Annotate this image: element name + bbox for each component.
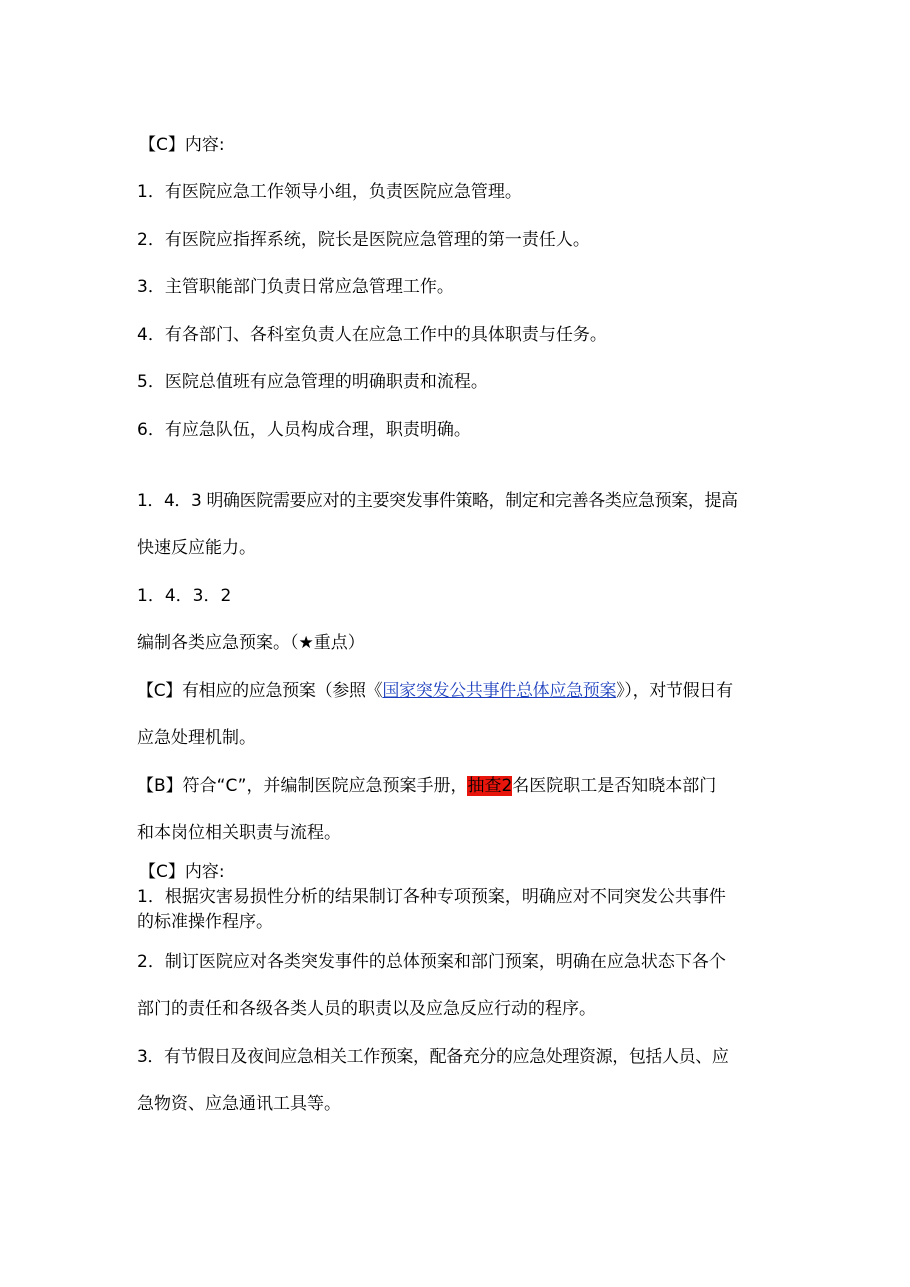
section1-item-5: 5．医院总值班有应急管理的明确职责和流程。 (137, 372, 488, 392)
section3-item1-line2: 的标准操作程序。 (137, 912, 273, 932)
section3-item2-line1: 2．制订医院应对各类突发事件的总体预案和部门预案，明确在应急状态下各个 (137, 952, 726, 972)
b-line1-prefix: 【B】符合“C”，并编制医院应急预案手册， (137, 776, 468, 796)
section1-item-4: 4．有各部门、各科室负责人在应急工作中的具体职责与任务。 (137, 325, 607, 345)
section1-heading: 【C】内容: (139, 135, 225, 155)
section2-c-line1 (137, 679, 733, 703)
plan-reference-link[interactable]: 国家突发公共事件总体应急预案 (382, 681, 617, 701)
section3-item3-line2: 急物资、应急通讯工具等。 (137, 1094, 341, 1114)
section3-item3-line1: 3．有节假日及夜间应急相关工作预案，配备充分的应急处理资源，包括人员、应 (137, 1047, 729, 1067)
section1-item-6: 6．有应急队伍，人员构成合理，职责明确。 (137, 420, 471, 440)
section2-title-line1: 1．4．3 明确医院需要应对的主要突发事件策略，制定和完善各类应急预案，提高 (137, 491, 738, 511)
section2-code: 1．4．3．2 (137, 586, 232, 606)
section2-c-line2: 应急处理机制。 (137, 728, 256, 748)
section2-subtitle: 编制各类应急预案。（★重点） (137, 633, 365, 653)
section1-item-3: 3．主管职能部门负责日常应急管理工作。 (137, 277, 454, 297)
section3-item2-line2: 部门的责任和各级各类人员的职责以及应急反应行动的程序。 (137, 999, 596, 1019)
section2-title-line2: 快速反应能力。 (137, 538, 256, 558)
highlighted-text: 抽查2 (467, 776, 513, 796)
section1-item-2: 2．有医院应指挥系统，院长是医院应急管理的第一责任人。 (137, 230, 590, 250)
c-line1-prefix: 【C】有相应的应急预案（参照《 (137, 681, 383, 701)
c-line1-suffix: 》），对节假日有 (616, 681, 733, 701)
section2-b-line2: 和本岗位相关职责与流程。 (137, 823, 341, 843)
b-line1-suffix: 名医院职工是否知晓本部门 (512, 776, 717, 796)
section3-item1-line1: 1．根据灾害易损性分析的结果制订各种专项预案，明确应对不同突发公共事件 (137, 887, 726, 907)
section2-b-line1 (137, 774, 716, 798)
section1-item-1: 1．有医院应急工作领导小组，负责医院应急管理。 (137, 182, 522, 202)
section3-heading: 【C】内容: (139, 862, 225, 882)
